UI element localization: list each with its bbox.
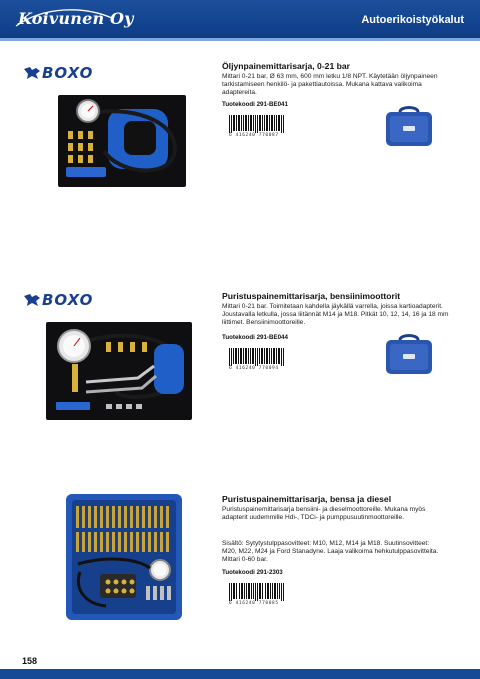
- product-title: Puristuspainemittarisarja, bensiinimoottorit: [222, 291, 401, 301]
- carry-case-photo: [384, 106, 434, 148]
- product-description: Puristuspainemittarisarja bensiini- ja dieselmoottoreille. Mukana myös adapterit uudemmille Hdi-, TDCi- ja pumppusuutinmoottoreille.: [222, 506, 426, 522]
- barcode-number: 6 416240 770085: [229, 601, 279, 606]
- compression-kit-petrol-image: [46, 322, 192, 420]
- product-photo-compression-petrol: [46, 322, 192, 420]
- product-code: Tuotekoodi 291-BE041: [222, 101, 288, 108]
- product-description: Mittari 0-21 bar, Ø 63 mm, 600 mm letku 1/8 NPT. Käytetään öljynpaineen tarkistamiseen henkilö- ja pakettiautoissa. Mukana kattava valikoima adaptereita.: [222, 73, 438, 97]
- product-code: Tuotekoodi 291-BE044: [222, 334, 288, 341]
- wolf-emblem-icon: [24, 67, 40, 79]
- product-contents: Sisältö: Sytytystulppasovitteet: M10, M12, M14 ja M18. Suutinsovitteet: M20, M22, M24 ja Ford Stanadyne. Laaja valikoima hehkutulppasovitteita. Mittari 0-60 bar.: [222, 540, 439, 564]
- oil-pressure-kit-image: [58, 95, 186, 187]
- section-title: Autoerikoistyökalut: [361, 14, 464, 26]
- compression-kit-diesel-image: [66, 494, 182, 620]
- footer-bar: [0, 669, 480, 679]
- product-code: Tuotekoodi 291-2303: [222, 569, 283, 576]
- product-title: Puristuspainemittarisarja, bensa ja diesel: [222, 494, 392, 504]
- blue-case-icon: [384, 106, 434, 148]
- product-description: Mittari 0-21 bar. Toimitetaan kahdella jäykällä varrella, joissa kartioadapterit. Joustavalla letkulla, jossa liitännät M14 ja M18. Pitkät 10, 12, 14, 16 ja 18 mm liittimet. Bensiinimoottoreille.: [222, 303, 449, 327]
- carry-case-photo: [384, 334, 434, 376]
- wolf-emblem-icon: [24, 294, 40, 306]
- company-logo: Koivunen Oy: [18, 9, 134, 28]
- product-title: Öljynpainemittarisarja, 0-21 bar: [222, 61, 351, 71]
- barcode-number: 6 416240 770087: [229, 133, 279, 138]
- product-photo-compression-diesel: [66, 494, 182, 620]
- product-photo-oil-pressure: [58, 95, 186, 187]
- header-divider: [0, 38, 480, 41]
- brand-logo: [24, 64, 93, 82]
- page-number: 158: [22, 656, 38, 666]
- brand-logo: [24, 291, 93, 309]
- brand-name: BOXO: [42, 291, 94, 309]
- brand-name: BOXO: [42, 64, 94, 82]
- blue-case-icon: [384, 334, 434, 376]
- page-header: [0, 0, 480, 38]
- barcode-number: 6 416240 770094: [229, 366, 279, 371]
